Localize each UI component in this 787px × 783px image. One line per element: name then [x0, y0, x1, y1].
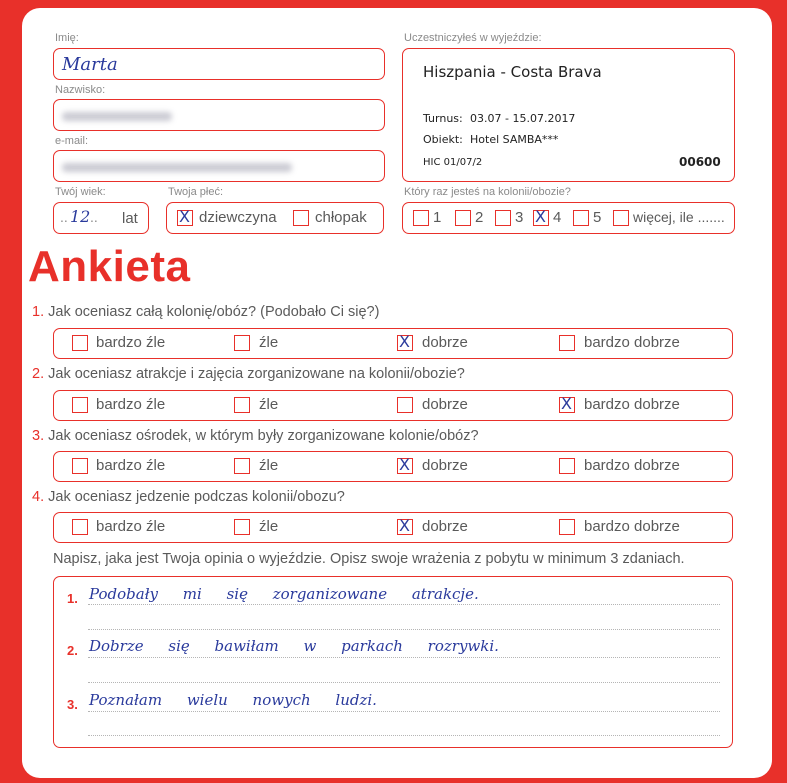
- visit-option-5: 5: [593, 209, 602, 226]
- obiekt-label: Obiekt:: [423, 133, 463, 146]
- rating-row-2: [53, 390, 733, 421]
- question-1: [32, 304, 379, 320]
- email-field[interactable]: [53, 150, 385, 182]
- checkbox-visit-4[interactable]: [533, 207, 549, 226]
- checkbox-visit-3[interactable]: [495, 210, 511, 226]
- visit-option-2: 2: [475, 209, 484, 226]
- option-dobrze: dobrze: [422, 457, 468, 474]
- option-dobrze: dobrze: [422, 518, 468, 535]
- turnus-label: Turnus:: [423, 112, 463, 125]
- gender-label: Twoja płeć:: [168, 186, 224, 198]
- age-dots: ..: [60, 209, 68, 225]
- obiekt-value: Hotel SAMBA***: [470, 133, 559, 146]
- surname-label: Nazwisko:: [55, 84, 106, 96]
- checkmark: X: [399, 455, 410, 474]
- turnus-value: 03.07 - 15.07.2017: [470, 112, 576, 125]
- checkbox-visit-1[interactable]: [413, 210, 429, 226]
- question-2: [32, 366, 465, 382]
- writing-line: [88, 711, 720, 712]
- checkbox-bardzo-dobrze[interactable]: [559, 335, 575, 351]
- checkbox-bardzo-dobrze[interactable]: [559, 458, 575, 474]
- question-text: Jak oceniasz całą kolonię/obóz? (Podobało Ci się?): [48, 304, 380, 320]
- writing-line: [88, 682, 720, 683]
- age-suffix: lat: [122, 210, 138, 227]
- checkbox-bardzo-dobrze[interactable]: [559, 519, 575, 535]
- checkbox-dobrze[interactable]: [397, 516, 413, 535]
- question-text: Jak oceniasz jedzenie podczas kolonii/obozu?: [48, 489, 345, 505]
- visits-label: Który raz jesteś na kolonii/obozie?: [404, 186, 571, 198]
- option-zle: źle: [259, 518, 279, 535]
- option-zle: źle: [259, 396, 279, 413]
- trip-code: HIC 01/07/2: [423, 157, 483, 168]
- checkmark: X: [561, 394, 572, 413]
- visit-option-more: więcej, ile .......: [633, 209, 725, 225]
- option-bardzo-dobrze: bardzo dobrze: [584, 518, 680, 535]
- trip-number: 00600: [679, 155, 721, 169]
- rating-row-4: [53, 512, 733, 543]
- checkmark: X: [399, 516, 410, 535]
- opinion-text: Poznałam wielu nowych ludzi.: [89, 691, 377, 709]
- option-dobrze: dobrze: [422, 396, 468, 413]
- checkbox-dobrze[interactable]: [397, 332, 413, 351]
- option-bardzo-dobrze: bardzo dobrze: [584, 457, 680, 474]
- checkmark: X: [399, 332, 410, 351]
- option-bardzo-zle: bardzo źle: [96, 396, 166, 413]
- redacted-email: [62, 163, 292, 172]
- rating-row-3: [53, 451, 733, 482]
- checkbox-visit-more[interactable]: [613, 210, 629, 226]
- question-number: 1.: [32, 304, 45, 320]
- trip-label: Uczestniczyłeś w wyjeździe:: [404, 32, 542, 44]
- opinion-box[interactable]: [53, 576, 733, 748]
- checkbox-zle[interactable]: [234, 397, 250, 413]
- age-label: Twój wiek:: [55, 186, 106, 198]
- writing-line: [88, 629, 720, 630]
- writing-line: [88, 657, 720, 658]
- checkbox-zle[interactable]: [234, 335, 250, 351]
- writing-line: [88, 735, 720, 736]
- checkbox-zle[interactable]: [234, 458, 250, 474]
- writing-line: [88, 604, 720, 605]
- gender-option-dziewczyna: dziewczyna: [199, 209, 277, 226]
- rating-row-1: [53, 328, 733, 359]
- checkbox-visit-2[interactable]: [455, 210, 471, 226]
- name-field[interactable]: [53, 48, 385, 80]
- age-value: 12: [70, 207, 91, 226]
- checkbox-dobrze[interactable]: [397, 397, 413, 413]
- checkmark: X: [179, 207, 190, 226]
- option-bardzo-dobrze: bardzo dobrze: [584, 396, 680, 413]
- surname-field[interactable]: [53, 99, 385, 131]
- opinion-number: 1.: [67, 591, 78, 606]
- option-bardzo-dobrze: bardzo dobrze: [584, 334, 680, 351]
- question-4: [32, 489, 345, 505]
- checkmark: X: [535, 207, 546, 226]
- gender-option-chlopak: chłopak: [315, 209, 367, 226]
- email-label: e-mail:: [55, 135, 89, 147]
- opinion-text: Dobrze się bawiłam w parkach rozrywki.: [89, 637, 499, 655]
- option-dobrze: dobrze: [422, 334, 468, 351]
- checkbox-bardzo-zle[interactable]: [72, 335, 88, 351]
- trip-destination: Hiszpania - Costa Brava: [423, 63, 602, 81]
- checkbox-dziewczyna[interactable]: [177, 207, 193, 226]
- trip-box: [402, 48, 735, 182]
- question-number: 4.: [32, 489, 45, 505]
- checkbox-dobrze[interactable]: [397, 455, 413, 474]
- visit-option-3: 3: [515, 209, 524, 226]
- question-text: Jak oceniasz atrakcje i zajęcia zorganizowane na kolonii/obozie?: [48, 366, 465, 382]
- opinion-number: 2.: [67, 643, 78, 658]
- visit-option-4: 4: [553, 209, 562, 226]
- checkbox-bardzo-zle[interactable]: [72, 458, 88, 474]
- checkbox-bardzo-dobrze[interactable]: [559, 394, 575, 413]
- name-label: Imię:: [55, 32, 79, 44]
- checkbox-bardzo-zle[interactable]: [72, 397, 88, 413]
- redacted-surname: [62, 112, 172, 121]
- question-number: 3.: [32, 428, 45, 444]
- age-field[interactable]: [53, 202, 149, 234]
- question-3: [32, 428, 479, 444]
- checkbox-visit-5[interactable]: [573, 210, 589, 226]
- name-value: Marta: [62, 54, 118, 75]
- option-bardzo-zle: bardzo źle: [96, 518, 166, 535]
- opinion-text: Podobały mi się zorganizowane atrakcje.: [89, 585, 479, 603]
- option-zle: źle: [259, 334, 279, 351]
- visits-field: [402, 202, 735, 234]
- checkbox-chlopak[interactable]: [293, 210, 309, 226]
- age-dots-after: ..: [90, 209, 98, 225]
- option-bardzo-zle: bardzo źle: [96, 334, 166, 351]
- survey-title: Ankieta: [28, 242, 191, 291]
- option-bardzo-zle: bardzo źle: [96, 457, 166, 474]
- opinion-number: 3.: [67, 697, 78, 712]
- visit-option-1: 1: [433, 209, 442, 226]
- option-zle: źle: [259, 457, 279, 474]
- checkbox-bardzo-zle[interactable]: [72, 519, 88, 535]
- question-text: Jak oceniasz ośrodek, w którym były zorganizowane kolonie/obóz?: [48, 428, 479, 444]
- question-number: 2.: [32, 366, 45, 382]
- gender-field: [166, 202, 384, 234]
- opinion-prompt: Napisz, jaka jest Twoja opinia o wyjeździe. Opisz swoje wrażenia z pobytu w minimum 3 zdaniach.: [53, 551, 685, 567]
- checkbox-zle[interactable]: [234, 519, 250, 535]
